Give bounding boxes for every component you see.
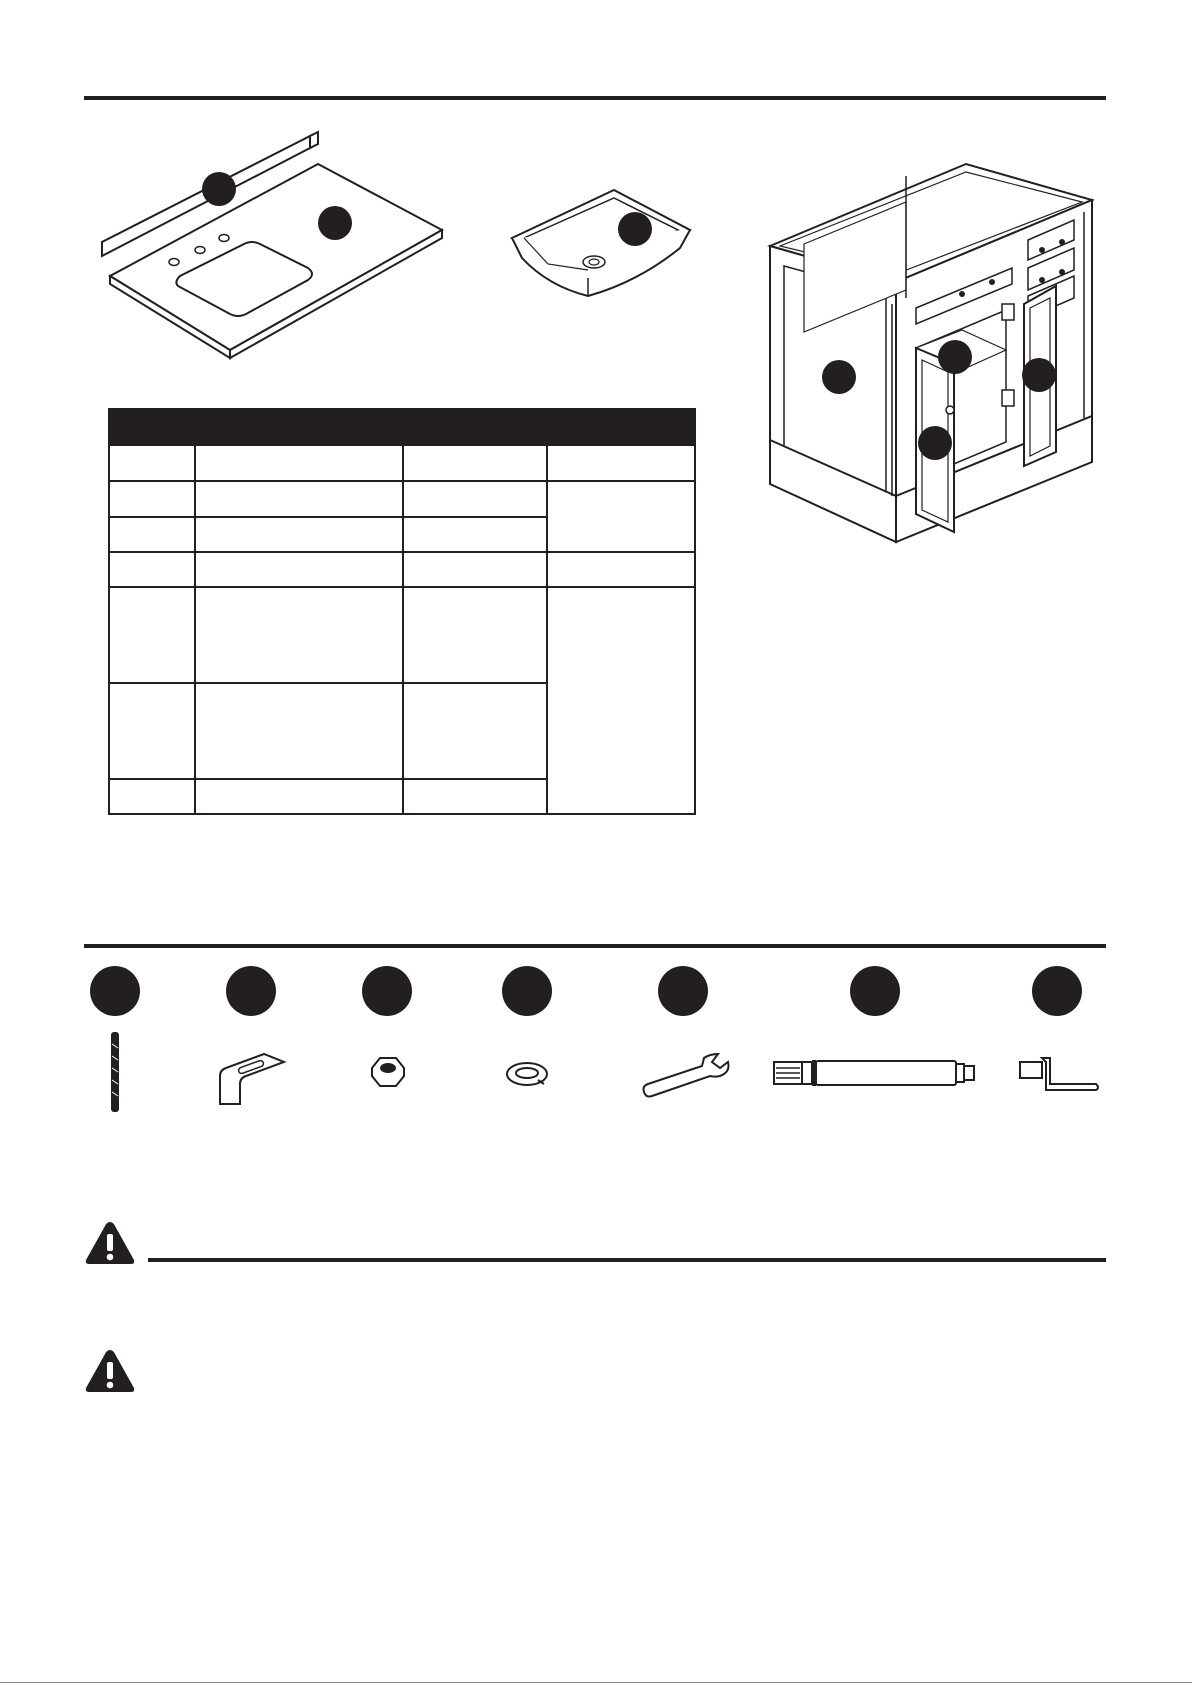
extension-bar-icon	[770, 1056, 980, 1090]
callout-cabinet-shelf	[938, 340, 972, 374]
header-cell-box	[547, 409, 695, 445]
section-hardware-rule	[84, 944, 1106, 948]
parts-table	[108, 408, 696, 815]
table-cell	[403, 517, 547, 552]
table-cell	[109, 587, 195, 683]
warning-triangle-icon	[84, 1220, 136, 1266]
table-cell	[195, 552, 403, 587]
anchor-icon	[108, 1030, 122, 1114]
table-cell	[403, 552, 547, 587]
table-row	[109, 587, 695, 683]
callout-countertop	[318, 206, 352, 240]
callout-hardware-extension	[850, 966, 900, 1016]
table-cell	[109, 683, 195, 779]
table-cell	[109, 445, 195, 481]
table-cell	[547, 587, 695, 814]
table-row	[109, 481, 695, 517]
table-cell	[195, 517, 403, 552]
callout-cabinet-left-door	[918, 426, 952, 460]
table-row	[109, 445, 695, 481]
lock-washer-icon	[504, 1060, 550, 1088]
cabinet-illustration	[766, 128, 1102, 548]
table-cell	[547, 481, 695, 552]
section-caution-rule	[148, 1258, 1106, 1262]
warning-triangle-icon	[84, 1348, 136, 1394]
sink-illustration	[508, 186, 694, 306]
wrench-icon	[640, 1052, 732, 1100]
header-cell-description	[195, 409, 403, 445]
callout-hardware-anchor	[90, 966, 140, 1016]
hinge-key-icon	[1018, 1054, 1102, 1094]
table-row	[109, 552, 695, 587]
table-cell	[403, 587, 547, 683]
table-cell	[195, 779, 403, 814]
section-top-rule	[84, 96, 1106, 100]
callout-hardware-hinge-key	[1032, 966, 1082, 1016]
table-cell	[403, 481, 547, 517]
header-cell-quantity	[403, 409, 547, 445]
table-cell	[403, 779, 547, 814]
callout-cabinet-right-door	[1022, 358, 1056, 392]
callout-hardware-bracket	[226, 966, 276, 1016]
table-cell	[547, 552, 695, 587]
header-cell-part	[109, 409, 195, 445]
table-cell	[109, 779, 195, 814]
table-cell	[195, 445, 403, 481]
table-cell	[403, 683, 547, 779]
table-cell	[195, 481, 403, 517]
callout-hardware-nut	[362, 966, 412, 1016]
table-cell	[195, 587, 403, 683]
table-cell	[195, 683, 403, 779]
callout-sink	[618, 212, 652, 246]
callout-cabinet-side	[822, 360, 856, 394]
callout-hardware-wrench	[658, 966, 708, 1016]
footer-rule	[0, 1682, 1192, 1683]
table-cell	[547, 445, 695, 481]
callout-hardware-washer	[502, 966, 552, 1016]
table-cell	[403, 445, 547, 481]
table-cell	[109, 552, 195, 587]
bracket-icon	[212, 1050, 288, 1106]
table-cell	[109, 481, 195, 517]
countertop-illustration	[96, 126, 446, 366]
nut-icon	[366, 1054, 410, 1090]
callout-backsplash	[202, 172, 236, 206]
table-cell	[109, 517, 195, 552]
parts-table-header	[109, 409, 695, 445]
